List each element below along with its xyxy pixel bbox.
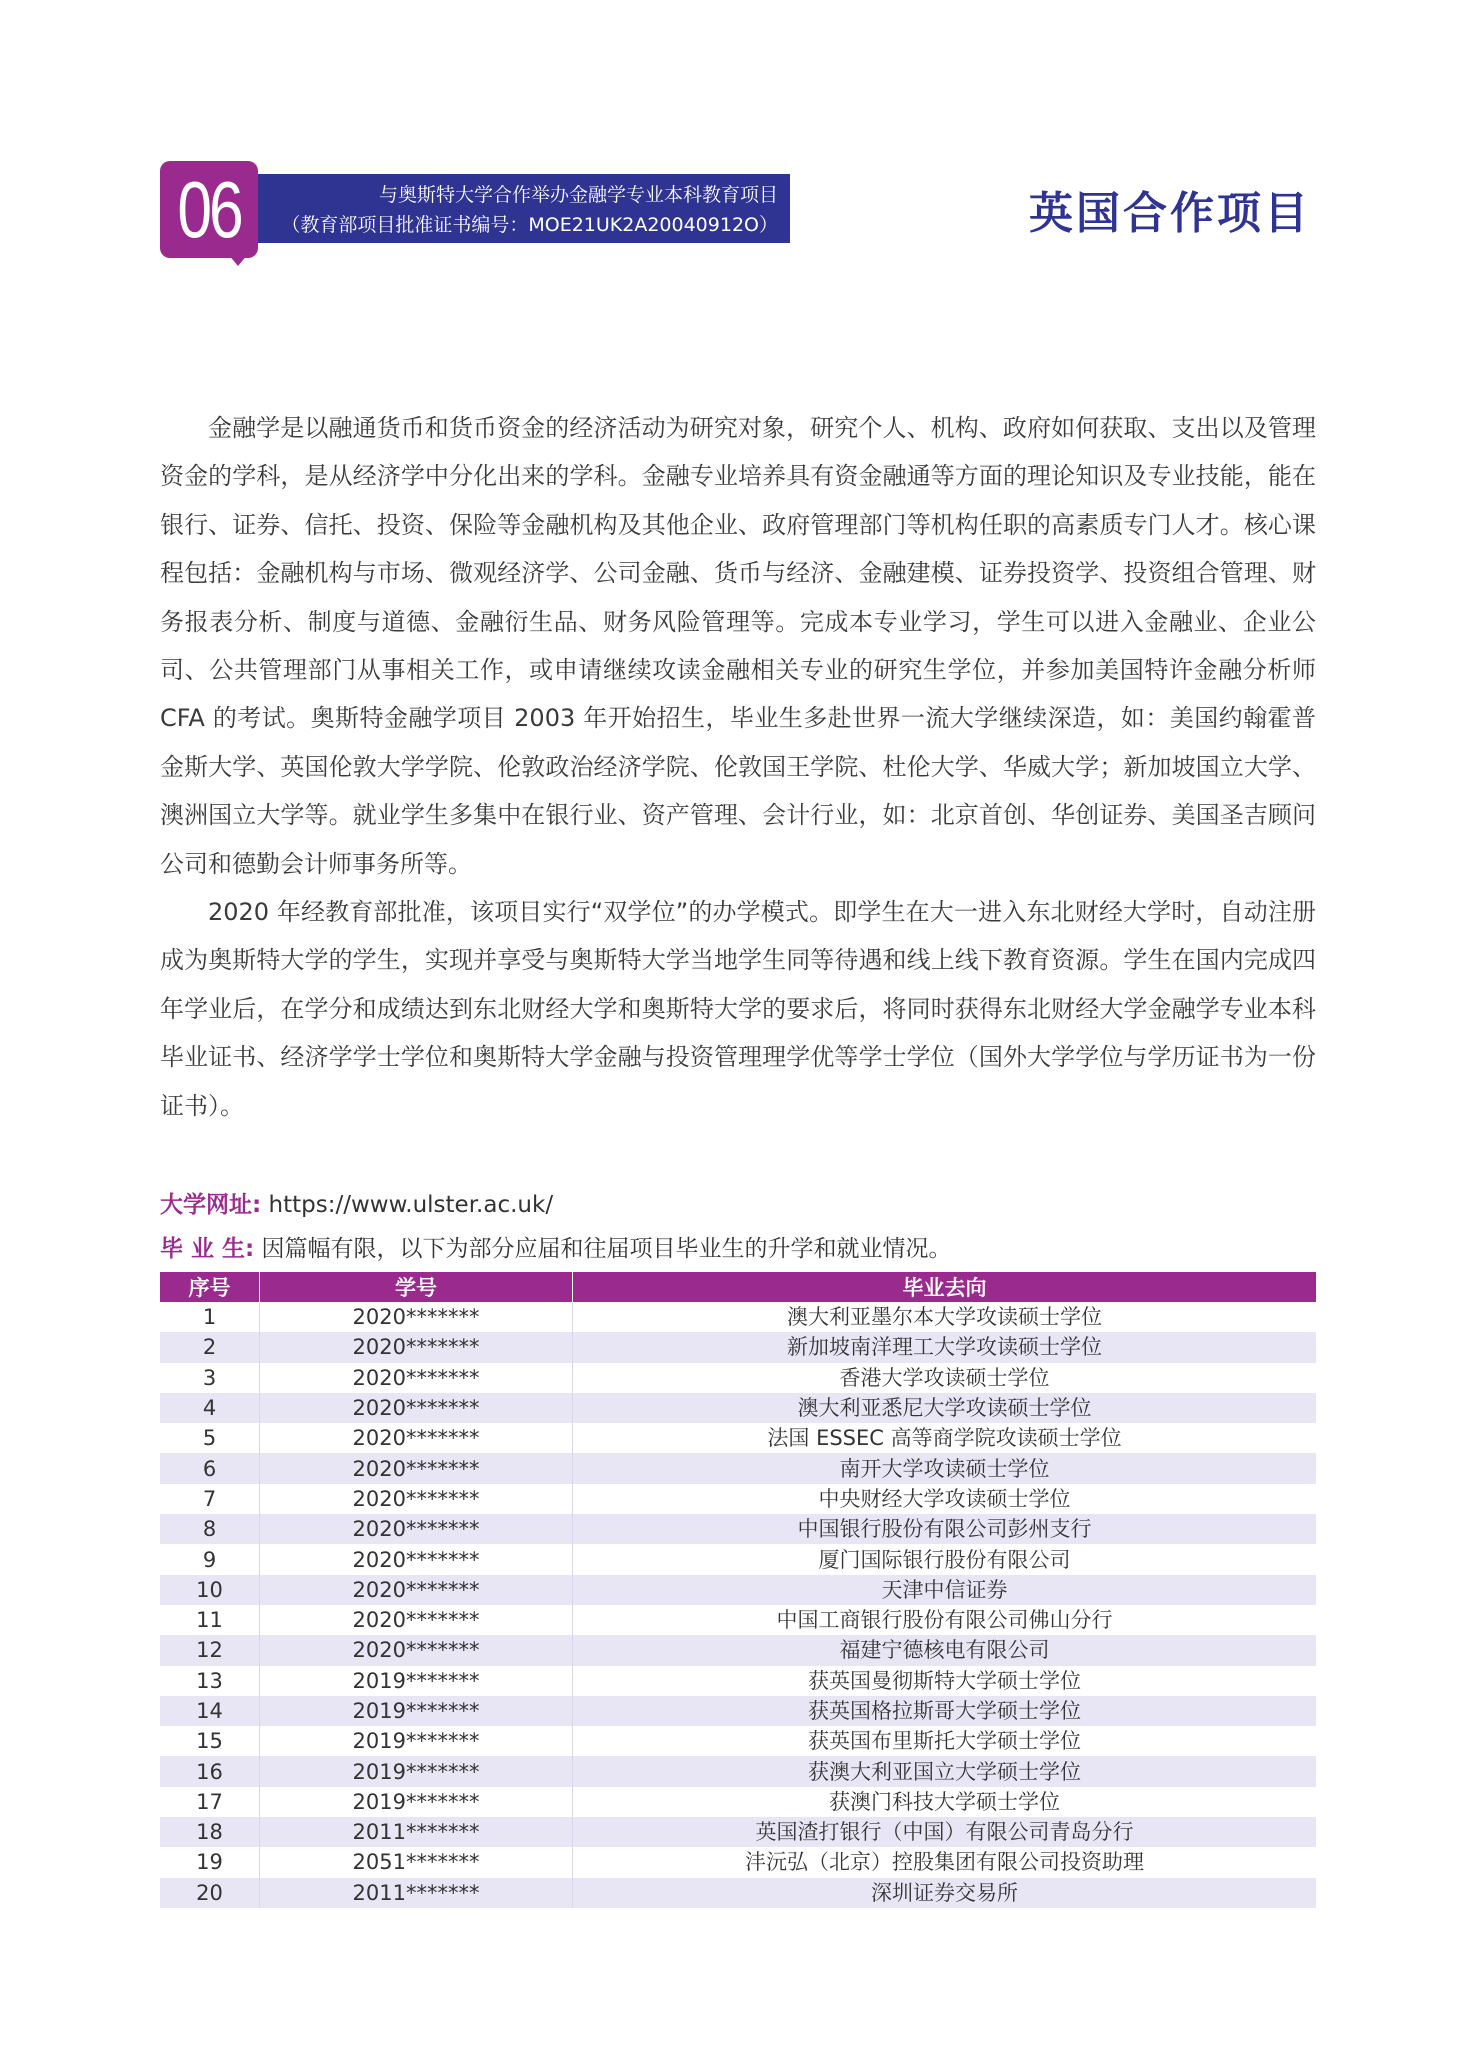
cell-index: 9 bbox=[160, 1544, 260, 1574]
cell-destination: 法国 ESSEC 高等商学院攻读硕士学位 bbox=[767, 1426, 1122, 1451]
cell-destination: 获英国曼彻斯特大学硕士学位 bbox=[808, 1668, 1081, 1693]
cell-student-id: 2051******* bbox=[260, 1847, 573, 1877]
cell-index: 14 bbox=[160, 1696, 260, 1726]
cell-index: 4 bbox=[160, 1393, 260, 1423]
cell-student-id: 2020******* bbox=[260, 1453, 573, 1483]
section-number: 06 bbox=[177, 165, 241, 254]
paragraph-dual-degree: 2020 年经教育部批准，该项目实行“双学位”的办学模式。即学生在大一进入东北财经大学时，自动注册成为奥斯特大学的学生，实现并享受与奥斯特大学当地学生同等待遇和线上线下教育资源。学生在国内完成四年学业后，在学分和成绩达到东北财经大学和奥斯特大学的要求后，将同时获得东北财经大学金融学专业本科毕业证书、经济学学士学位和奥斯特大学金融与投资管理理学优等学士学位（国外大学学位与学历证书为一份证书）。 bbox=[160, 898, 1316, 1120]
cell-student-id: 2020******* bbox=[260, 1484, 573, 1514]
graduates-line bbox=[160, 1230, 952, 1263]
cell-index: 7 bbox=[160, 1484, 260, 1514]
cell-destination: 中国工商银行股份有限公司佛山分行 bbox=[776, 1608, 1113, 1633]
table-row bbox=[160, 1666, 1316, 1696]
column-header-index: 序号 bbox=[160, 1272, 260, 1302]
cell-student-id: 2020******* bbox=[260, 1302, 573, 1332]
cell-destination: 天津中信证券 bbox=[573, 1575, 1317, 1605]
graduates-note: 因篇幅有限，以下为部分应届和往届项目毕业生的升学和就业情况。 bbox=[261, 1236, 952, 1262]
cell-index: 3 bbox=[160, 1363, 260, 1393]
cell-destination: 英国渣打银行（中国）有限公司青岛分行 bbox=[573, 1817, 1317, 1847]
cell-index: 12 bbox=[160, 1635, 260, 1665]
cell-student-id: 2019******* bbox=[260, 1756, 573, 1786]
table-row bbox=[160, 1423, 1316, 1453]
cell-index: 10 bbox=[160, 1575, 260, 1605]
cell-student-id: 2020******* bbox=[260, 1605, 573, 1635]
cell-student-id: 2020******* bbox=[260, 1393, 573, 1423]
table-row bbox=[160, 1453, 1316, 1483]
cell-student-id: 2020******* bbox=[260, 1423, 573, 1453]
table-row bbox=[160, 1756, 1316, 1786]
table-row bbox=[160, 1302, 1316, 1332]
section-number-badge bbox=[160, 161, 258, 258]
cell-destination: 获澳门科技大学硕士学位 bbox=[829, 1789, 1060, 1814]
cell-index: 2 bbox=[160, 1332, 260, 1362]
column-header-destination: 毕业去向 bbox=[573, 1272, 1317, 1302]
cell-destination: 获英国格拉斯哥大学硕士学位 bbox=[573, 1696, 1317, 1726]
website-label: 大学网址: bbox=[160, 1192, 262, 1218]
cell-student-id: 2020******* bbox=[260, 1635, 573, 1665]
table-row bbox=[160, 1696, 1316, 1726]
cell-index: 6 bbox=[160, 1453, 260, 1483]
program-header-band bbox=[258, 174, 790, 243]
table-row bbox=[160, 1787, 1316, 1817]
cell-destination: 南开大学攻读硕士学位 bbox=[573, 1453, 1317, 1483]
cell-student-id: 2019******* bbox=[260, 1696, 573, 1726]
table-row bbox=[160, 1817, 1316, 1847]
cell-index: 1 bbox=[160, 1302, 260, 1332]
table-row bbox=[160, 1847, 1316, 1877]
cell-student-id: 2011******* bbox=[260, 1878, 573, 1908]
program-description bbox=[160, 404, 1316, 1130]
cell-destination: 中国银行股份有限公司彭州支行 bbox=[573, 1514, 1317, 1544]
cell-index: 18 bbox=[160, 1817, 260, 1847]
table-body bbox=[160, 1302, 1316, 1908]
cell-destination: 中央财经大学攻读硕士学位 bbox=[818, 1486, 1071, 1511]
table-row bbox=[160, 1635, 1316, 1665]
cell-index: 19 bbox=[160, 1847, 260, 1877]
table-row bbox=[160, 1332, 1316, 1362]
cell-destination: 澳大利亚墨尔本大学攻读硕士学位 bbox=[787, 1305, 1102, 1330]
section-title: 英国合作项目 bbox=[1029, 188, 1311, 239]
cell-destination: 深圳证券交易所 bbox=[573, 1878, 1317, 1908]
paragraph-intro: 金融学是以融通货币和货币资金的经济活动为研究对象，研究个人、机构、政府如何获取、支出以及管理资金的学科，是从经济学中分化出来的学科。金融专业培养具有资金融通等方面的理论知识及专业技能，能在银行、证券、信托、投资、保险等金融机构及其他企业、政府管理部门等机构任职的高素质专门人才。核心课程包括：金融机构与市场、微观经济学、公司金融、货币与经济、金融建模、证券投资学、投资组合管理、财务报表分析、制度与道德、金融衍生品、财务风险管理等。完成本专业学习，学生可以进入金融业、企业公司、公共管理部门从事相关工作，或申请继续攻读金融相关专业的研究生学位，并参加美国特许金融分析师 CFA 的考试。奥斯特金融学项目 2003 年开始招生，毕业生多赴世界一流大学继续深造，如：美国约翰霍普金斯大学、英国伦敦大学学院、伦敦政治经济学院、伦敦国王学院、杜伦大学、华威大学；新加坡国立大学、澳洲国立大学等。就业学生多集中在银行业、资产管理、会计行业，如：北京首创、华创证券、美国圣吉顾问公司和德勤会计师事务所等。 bbox=[160, 414, 1316, 878]
cell-destination: 香港大学攻读硕士学位 bbox=[839, 1365, 1050, 1390]
cell-destination: 澳大利亚悉尼大学攻读硕士学位 bbox=[573, 1393, 1317, 1423]
cell-student-id: 2020******* bbox=[260, 1544, 573, 1574]
table-row bbox=[160, 1878, 1316, 1908]
cell-index: 11 bbox=[160, 1605, 260, 1635]
cell-index: 8 bbox=[160, 1514, 260, 1544]
table-row bbox=[160, 1544, 1316, 1574]
cell-index: 20 bbox=[160, 1878, 260, 1908]
column-header-student-id: 学号 bbox=[260, 1272, 573, 1302]
cell-student-id: 2011******* bbox=[260, 1817, 573, 1847]
cell-index: 16 bbox=[160, 1756, 260, 1786]
cell-index: 13 bbox=[160, 1666, 260, 1696]
cell-destination: 沣沅弘（北京）控股集团有限公司投资助理 bbox=[745, 1850, 1144, 1875]
cell-destination: 新加坡南洋理工大学攻读硕士学位 bbox=[573, 1332, 1317, 1362]
cell-student-id: 2019******* bbox=[260, 1787, 573, 1817]
table-row bbox=[160, 1726, 1316, 1756]
cell-student-id: 2020******* bbox=[260, 1514, 573, 1544]
program-approval-number: （教育部项目批准证书编号：MOE21UK2A20040912O） bbox=[281, 214, 778, 236]
cell-index: 17 bbox=[160, 1787, 260, 1817]
website-line bbox=[160, 1186, 553, 1219]
cell-student-id: 2019******* bbox=[260, 1726, 573, 1756]
program-title: 与奥斯特大学合作举办金融学专业本科教育项目 bbox=[378, 184, 778, 206]
cell-student-id: 2020******* bbox=[260, 1363, 573, 1393]
cell-student-id: 2020******* bbox=[260, 1332, 573, 1362]
badge-tail-decoration bbox=[228, 254, 248, 266]
table-header-row bbox=[160, 1272, 1316, 1302]
cell-destination: 获英国布里斯托大学硕士学位 bbox=[808, 1729, 1081, 1754]
table-row bbox=[160, 1484, 1316, 1514]
graduates-label: 毕 业 生: bbox=[160, 1236, 255, 1262]
cell-index: 15 bbox=[160, 1726, 260, 1756]
table-row bbox=[160, 1575, 1316, 1605]
cell-student-id: 2020******* bbox=[260, 1575, 573, 1605]
cell-destination: 福建宁德核电有限公司 bbox=[573, 1635, 1317, 1665]
website-url[interactable]: https://www.ulster.ac.uk/ bbox=[268, 1192, 554, 1218]
cell-index: 5 bbox=[160, 1423, 260, 1453]
table-row bbox=[160, 1605, 1316, 1635]
cell-destination: 厦门国际银行股份有限公司 bbox=[818, 1547, 1071, 1572]
table-row bbox=[160, 1514, 1316, 1544]
cell-student-id: 2019******* bbox=[260, 1666, 573, 1696]
table-row bbox=[160, 1393, 1316, 1423]
graduates-table bbox=[160, 1272, 1316, 1908]
table-row bbox=[160, 1363, 1316, 1393]
cell-destination: 获澳大利亚国立大学硕士学位 bbox=[573, 1756, 1317, 1786]
